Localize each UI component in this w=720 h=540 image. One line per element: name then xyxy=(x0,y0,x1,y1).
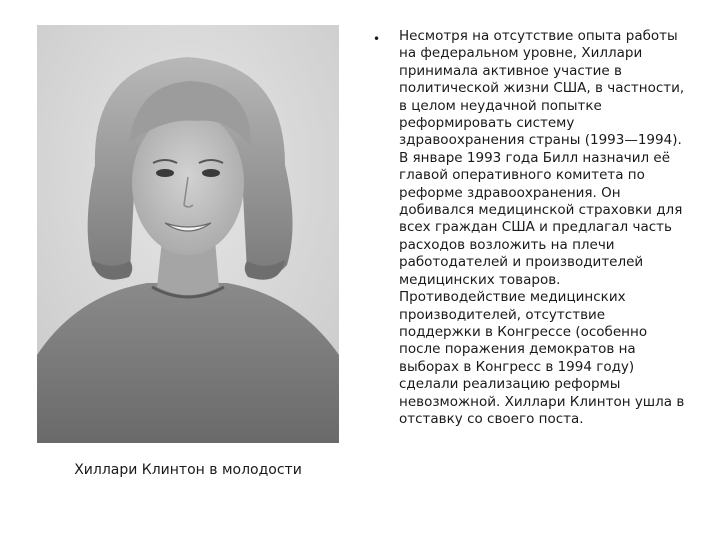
body-paragraph: Несмотря на отсутствие опыта работы на федеральном уровне, Хиллари принимала активное участие в политической жизни США, в частности, в целом неудачной попытке реформировать систему здравоохранения страны (1993—1994). В январе 1993 года Билл назначил её главой оперативного комитета по реформе здравоохранения. Он добивался медицинской страховки для всех граждан США и предлагал часть расходов возложить на плечи работодателей и производителей медицинских товаров. Противодействие медицинских производителей, отсутствие поддержки в Конгрессе (особенно после поражения демократов на выборах в Конгресс в 1994 году) сделали реализацию реформы невозможной. Хиллари Клинтон ушла в отставку со своего поста. xyxy=(399,28,685,427)
portrait-photo-icon xyxy=(37,25,339,443)
bullet-icon: • xyxy=(373,32,381,46)
photo-caption: Хиллари Клинтон в молодости xyxy=(74,462,302,478)
portrait-photo xyxy=(37,25,339,443)
